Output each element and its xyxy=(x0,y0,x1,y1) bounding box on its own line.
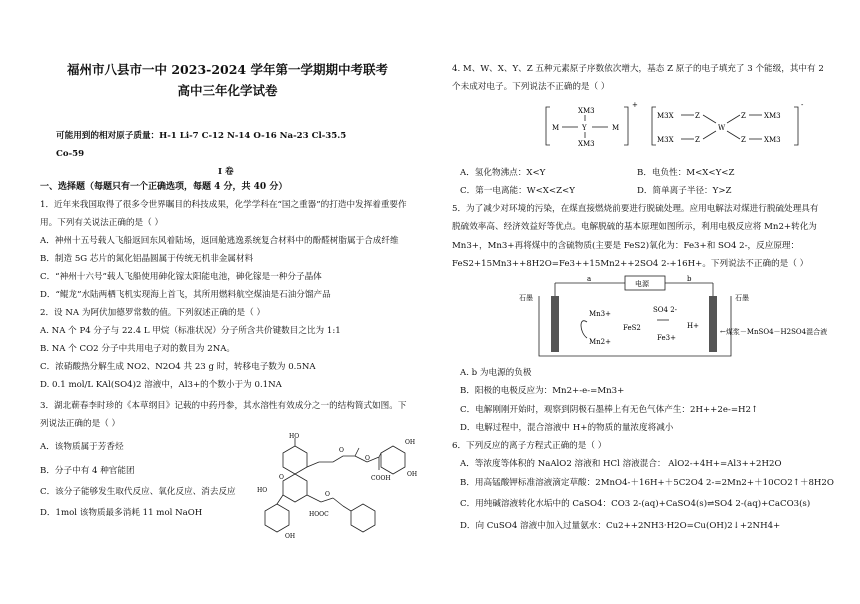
mol-label-cooh: COOH xyxy=(371,475,391,482)
q5-stem-line1: 5．为了减少对环境的污染，在煤直接燃烧前要进行脱硫处理。应用电解法对煤进行脱硫处理具有 xyxy=(452,204,819,214)
q6-option-c: C．用纯碱溶液转化水垢中的 CaSO4：CO3 2-(aq)+CaSO4(s)⇌SO4 2-(aq)+CaCO3(s) xyxy=(460,499,811,509)
q4-structure-figure xyxy=(544,99,809,153)
s4-z2: Z xyxy=(741,112,746,120)
q6-option-a: A．等浓度等体积的 NaAlO2 溶液和 HCl 溶液混合： AlO2-+4H+=Al3++2H2O xyxy=(460,459,782,469)
atomic-masses-line1: 可能用到的相对原子质量：H-1 Li-7 C-12 N-14 O-16 Na-23 Cl-35.5 xyxy=(56,131,347,141)
exam-title: 福州市八县市一中 2023-2024 学年第一学期期中考联考 xyxy=(67,62,388,77)
q2-option-a: A. NA 个 P4 分子与 22.4 L 甲烷（标准状况）分子所含共价键数目之比为 1:1 xyxy=(40,326,341,336)
q3-option-d: D．1mol 该物质最多消耗 11 mol NaOH xyxy=(40,508,203,518)
s4-y: Y xyxy=(582,124,587,132)
q1-stem-line1: 1．近年来我国取得了很多令世界瞩目的科技成果，化学学科在“国之重器”的打造中发挥着重要作 xyxy=(40,200,407,210)
s4-m-left: M xyxy=(552,124,560,132)
electrolysis-svg xyxy=(517,272,828,360)
q5-option-b: B．阳极的电极反应为：Mn2+-e-=Mn3+ xyxy=(460,386,625,396)
ion-mn2: Mn2+ xyxy=(589,338,611,346)
q5-option-a: A. b 为电源的负极 xyxy=(460,368,532,378)
q2-stem: 2．设 NA 为阿伏加德罗常数的值。下列叙述正确的是（ ） xyxy=(40,308,266,318)
mol-label-o2: O xyxy=(339,447,344,454)
s4-z1: Z xyxy=(695,112,700,120)
right-graphite-electrode xyxy=(709,296,717,352)
mol-label-o1: O xyxy=(279,474,284,481)
ion-so4: SO4 2- xyxy=(653,306,678,314)
q6-option-d: D．向 CuSO4 溶液中加入过量氨水：Cu2++2NH3·H2O=Cu(OH)2↓+2NH4+ xyxy=(460,521,781,531)
q3-stem-line2: 列说法正确的是（ ） xyxy=(40,419,121,429)
solution-label: ←煤浆－MnSO4－H2SO4混合液 xyxy=(720,328,828,336)
ion-fe3: Fe3+ xyxy=(657,334,676,342)
left-graphite-electrode xyxy=(551,296,559,352)
mol-label-ho-left: HO xyxy=(257,487,268,494)
section-heading: 一、选择题（每题只有一个正确选项，每题 4 分，共 40 分） xyxy=(40,182,288,192)
ion-structure-svg xyxy=(544,99,809,153)
q1-option-b: B．制造 5G 芯片的氮化铝晶圆属于传统无机非金属材料 xyxy=(40,254,254,264)
mol-label-hooc: HOOC xyxy=(309,511,329,518)
mol-label-oh-bottom: OH xyxy=(285,533,296,540)
s4-xm3-right-top: XM3 xyxy=(764,112,781,120)
q1-option-c: C．“神州十六号”载人飞船使用砷化镓太阳能电池，砷化镓是一种分子晶体 xyxy=(40,272,322,282)
q1-stem-line2: 用。下列有关说法正确的是（ ） xyxy=(40,218,164,228)
exam-subtitle: 高中三年化学试卷 xyxy=(177,83,278,98)
q1-option-a: A．神州十五号载人飞船返回东风着陆场，返回舱逃逸系统复合材料中的酚醛树脂属于合成纤维 xyxy=(40,236,399,246)
molecule-svg xyxy=(255,432,420,542)
s4-xm3-top: XM3 xyxy=(578,107,595,115)
s4-z4: Z xyxy=(741,136,746,144)
s4-z3: Z xyxy=(695,136,700,144)
mol-label-o4: O xyxy=(325,491,330,498)
q5-stem-line4: FeS2+15Mn3++8H2O=Fe3++15Mn2++2SO4 2-+16H+。下列说法不正确的是（ ） xyxy=(452,259,809,269)
q4-option-a: A．氢化物沸点：X<Y xyxy=(460,168,546,178)
s4-m-right: M xyxy=(612,124,620,132)
mol-label-oh-right2: OH xyxy=(407,471,418,478)
s4-minus: - xyxy=(801,101,804,109)
ion-hplus: H+ xyxy=(687,322,699,330)
q5-option-c: C．电解刚刚开始时，观察到阴极石墨棒上有无色气体产生：2H++2e-=H2↑ xyxy=(460,405,759,415)
s4-xm3-bottom: XM3 xyxy=(578,140,595,148)
q3-option-a: A．该物质属于芳香烃 xyxy=(40,442,124,452)
mol-label-oh-right1: OH xyxy=(405,439,416,446)
q3-stem-line1: 3．湖北蕲春李时珍的《本草纲目》记载的中药丹参，其水溶性有效成分之一的结构简式如图。下 xyxy=(40,401,407,411)
q4-option-d: D．简单离子半径：Y>Z xyxy=(637,186,732,196)
q2-option-c: C．浓硝酸热分解生成 NO2、N2O4 共 23 g 时，转移电子数为 0.5NA xyxy=(40,362,316,372)
terminal-a: a xyxy=(587,275,592,283)
mol-label-ho-top: HO xyxy=(289,433,300,440)
q6-option-b: B．用高锰酸钾标准溶液滴定草酸：2MnO4-＋16H+＋5C2O4 2-=2Mn2+＋10CO2↑＋8H2O xyxy=(460,478,834,488)
electrolysis-diagram xyxy=(517,272,828,360)
q5-stem-line3: Mn3+，Mn3+再将煤中的含硫物质(主要是 FeS2)氧化为：Fe3+和 SO4 2-，反应原理： xyxy=(452,241,800,251)
s4-m3x-top: M3X xyxy=(657,112,674,120)
q3-option-c: C．该分子能够发生取代反应、氧化反应、消去反应 xyxy=(40,487,236,497)
terminal-b: b xyxy=(687,275,692,283)
mol-label-o3: O xyxy=(365,455,370,462)
q1-option-d: D．“鲲龙”水陆两栖飞机实现海上首飞，其所用燃料航空煤油是石油分馏产品 xyxy=(40,290,331,300)
q4-option-c: C．第一电离能：W<X<Z<Y xyxy=(460,186,575,196)
right-electrode-label: 石墨 xyxy=(735,294,749,302)
q5-stem-line2: 脱硫效率高、经济效益好等优点。电解脱硫的基本原理如图所示，利用电极反应将 Mn2+转化为 xyxy=(452,222,817,232)
left-electrode-label: 石墨 xyxy=(519,294,533,302)
q3-option-b: B．分子中有 4 种官能团 xyxy=(40,466,135,476)
s4-w: W xyxy=(718,124,726,132)
q6-stem: 6．下列反应的离子方程式正确的是（ ） xyxy=(452,441,607,451)
q4-stem-line2: 个未成对电子。下列说法不正确的是（ ） xyxy=(452,82,610,92)
atomic-masses-line2: Co-59 xyxy=(56,149,85,159)
s4-m3x-bottom: M3X xyxy=(657,136,674,144)
species-fes2: FeS2 xyxy=(623,324,641,332)
q4-option-b: B．电负性：M<X<Y<Z xyxy=(637,168,735,178)
danshen-structure-figure xyxy=(255,432,420,542)
q4-stem-line1: 4. M、W、X、Y、Z 五种元素原子序数依次增大，基态 Z 原子的电子填充了 3 个能级，其中有 2 xyxy=(452,64,824,74)
q2-option-d: D. 0.1 mol/L KAl(SO4)2 溶液中，Al3+的个数小于为 0.1NA xyxy=(40,380,282,390)
power-source-label: 电源 xyxy=(635,280,649,288)
volume-label: I 卷 xyxy=(218,167,234,177)
q5-option-d: D．电解过程中，混合溶液中 H+的物质的量浓度将减小 xyxy=(460,423,674,433)
q2-option-b: B. NA 个 CO2 分子中共用电子对的数目为 2NA。 xyxy=(40,344,236,354)
s4-xm3-right-bottom: XM3 xyxy=(764,136,781,144)
s4-plus: + xyxy=(632,101,638,109)
ion-mn3: Mn3+ xyxy=(589,310,611,318)
